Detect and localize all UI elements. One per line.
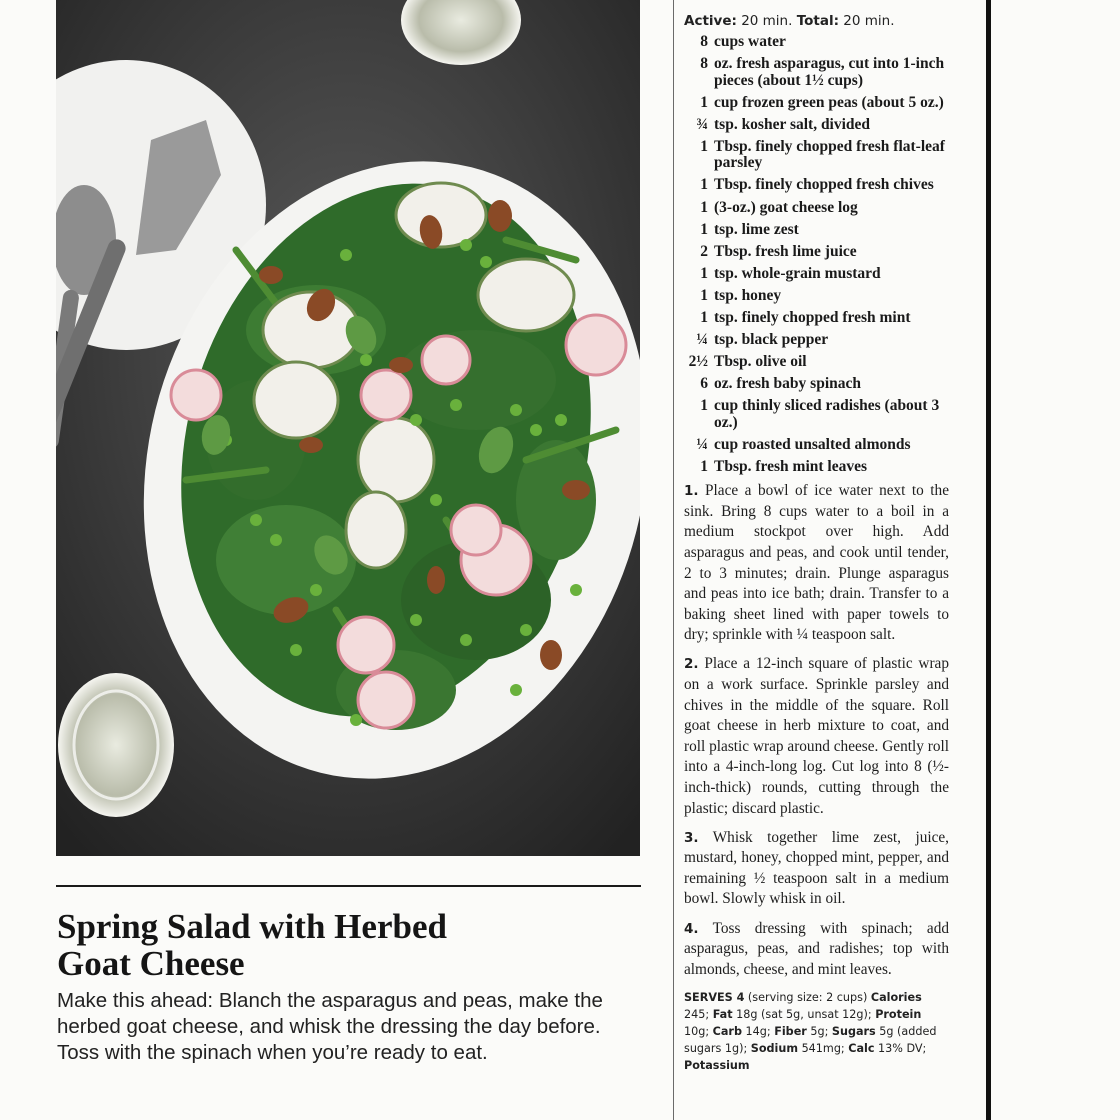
ingredient-qty: ¼	[696, 436, 708, 453]
page-edge-rule	[986, 0, 991, 1120]
calories-label: Calories	[870, 990, 922, 1004]
sugars-value: 5g (added sugars 1g);	[684, 1024, 937, 1055]
total-value: 20 min.	[843, 13, 895, 29]
title-rule	[56, 885, 641, 887]
total-label: Total:	[796, 13, 839, 29]
fiber-label: Fiber	[774, 1024, 807, 1038]
potassium-label: Potassium	[684, 1058, 750, 1072]
ingredient-desc: tsp. kosher salt, divided	[714, 115, 871, 133]
ingredient-desc: oz. fresh asparagus, cut into 1-inch pieces (about 1½ cups)	[714, 55, 945, 89]
ingredient-qty: ¼	[696, 331, 708, 349]
calories-value: 245;	[684, 1007, 710, 1021]
ingredient-desc: cup frozen green peas (about 5 oz.)	[714, 93, 944, 111]
ingredient-item	[684, 266, 949, 283]
step-text: Toss dressing with spinach; add asparagus, peas, and radishes; top with almonds, cheese, and mint leaves.	[684, 919, 949, 978]
method-step	[684, 828, 949, 910]
step-text: Place a bowl of ice water next to the sink. Bring 8 cups water to a boil in a medium stockpot over high. Add asparagus and peas, and cook until tender, 2 to 3 minutes; drain. Plunge asparagus and peas into ice bath; drain. Transfer to a baking sheet lined with paper towels to dry; sprinkle with ¼ teaspoon salt.	[684, 482, 949, 644]
calc-label: Calc	[848, 1041, 875, 1055]
recipe-column	[684, 8, 949, 1074]
step-number: 4.	[684, 920, 699, 937]
fat-value: 18g (sat 5g, unsat 12g);	[736, 1007, 872, 1021]
ingredient-qty: 1	[700, 458, 708, 476]
ingredient-desc: Tbsp. finely chopped fresh flat-leaf parsley	[714, 137, 945, 172]
active-label: Active:	[684, 13, 737, 29]
ingredient-qty: 6	[700, 375, 708, 393]
recipe-title-line2: Goat Cheese	[57, 944, 245, 983]
ingredient-item	[684, 222, 949, 239]
serving-size: (serving size: 2 cups)	[747, 990, 868, 1004]
ingredient-desc: Tbsp. olive oil	[714, 353, 807, 371]
sodium-value: 541mg;	[801, 1041, 845, 1055]
ingredient-qty: 8	[700, 33, 708, 50]
ingredient-qty: 8	[700, 55, 708, 73]
ingredient-qty: ¾	[696, 115, 708, 133]
ingredient-item	[684, 177, 949, 194]
carb-value: 14g;	[745, 1024, 771, 1038]
recipe-intro: Make this ahead: Blanch the asparagus and peas, make the herbed goat cheese, and whisk the dressing the day before. Toss with the spinach when you’re ready to eat.	[57, 989, 603, 1064]
ingredient-item	[684, 200, 949, 217]
ingredient-desc: tsp. black pepper	[714, 331, 829, 349]
column-divider	[673, 0, 674, 1120]
ingredient-list	[684, 34, 949, 476]
salad-photo	[56, 0, 640, 856]
ingredient-desc: Tbsp. fresh lime juice	[714, 242, 857, 260]
ingredient-desc: Tbsp. finely chopped fresh chives	[714, 176, 934, 194]
ingredient-desc: cup roasted unsalted almonds	[714, 436, 911, 453]
ingredient-qty: 1	[700, 220, 708, 238]
ingredient-qty: 1	[700, 286, 708, 304]
ingredient-item	[684, 117, 949, 134]
ingredient-qty: 1	[700, 137, 708, 155]
method-step	[684, 654, 949, 819]
nutrition-info	[684, 989, 949, 1074]
ingredient-item	[684, 459, 949, 476]
method-step	[684, 919, 949, 981]
ingredient-item	[684, 332, 949, 349]
ingredient-qty: 1	[700, 264, 708, 282]
ingredient-item	[684, 56, 949, 89]
salad-illustration	[56, 0, 640, 856]
water-glass-bottom	[58, 673, 174, 817]
sugars-label: Sugars	[831, 1024, 876, 1038]
ingredient-item	[684, 139, 949, 172]
active-value: 20 min.	[741, 13, 793, 29]
ingredient-qty: 2½	[688, 353, 708, 371]
recipe-title	[57, 908, 617, 982]
fat-label: Fat	[712, 1007, 733, 1021]
ingredient-desc: cups water	[714, 33, 786, 50]
ingredient-desc: Tbsp. fresh mint leaves	[714, 458, 868, 476]
ingredient-item	[684, 354, 949, 371]
step-number: 2.	[684, 656, 699, 673]
fiber-value: 5g;	[810, 1024, 829, 1038]
ingredient-desc: tsp. lime zest	[714, 220, 799, 238]
sodium-label: Sodium	[750, 1041, 798, 1055]
ingredient-qty: 1	[700, 309, 708, 327]
ingredient-qty: 1	[700, 93, 708, 111]
ingredient-qty: 2	[700, 242, 708, 260]
ingredient-qty: 1	[700, 198, 708, 216]
step-number: 1.	[684, 483, 699, 500]
step-number: 3.	[684, 829, 699, 846]
ingredient-item	[684, 310, 949, 327]
ingredient-desc: cup thinly sliced radishes (about 3 oz.)	[714, 397, 940, 431]
method-steps	[684, 481, 949, 980]
ingredient-item	[684, 398, 949, 431]
method-step	[684, 481, 949, 646]
carb-label: Carb	[712, 1024, 742, 1038]
ingredient-desc: oz. fresh baby spinach	[714, 375, 861, 393]
protein-label: Protein	[875, 1007, 922, 1021]
ingredient-item	[684, 95, 949, 112]
ingredient-item	[684, 34, 949, 51]
ingredient-item	[684, 244, 949, 261]
step-text: Whisk together lime zest, juice, mustard, honey, chopped mint, pepper, and remaining ½ teaspoon salt in a medium bowl. Slowly whisk in oil.	[684, 828, 949, 908]
calc-value: 13% DV;	[878, 1041, 927, 1055]
ingredient-desc: tsp. whole-grain mustard	[714, 264, 881, 282]
recipe-timing	[684, 8, 949, 34]
ingredient-desc: (3-oz.) goat cheese log	[714, 198, 858, 216]
ingredient-item	[684, 376, 949, 393]
ingredient-qty: 1	[700, 176, 708, 194]
protein-value: 10g;	[684, 1024, 710, 1038]
ingredient-item	[684, 288, 949, 305]
ingredient-item	[684, 437, 949, 454]
step-text: Place a 12-inch square of plastic wrap on a work surface. Sprinkle parsley and chives in the middle of the square. Roll goat cheese in herb mixture to coat, and roll plastic wrap around cheese. Gently roll into a 4-inch-long log. Cut log into 8 (½-inch-thick) rounds, cutting through the plastic; discard plastic.	[684, 655, 949, 817]
serves-label: SERVES 4	[684, 990, 745, 1004]
ingredient-qty: 1	[700, 397, 708, 415]
ingredient-desc: tsp. finely chopped fresh mint	[714, 309, 911, 327]
recipe-title-line1: Spring Salad with Herbed	[57, 907, 447, 946]
ingredient-desc: tsp. honey	[714, 286, 782, 304]
